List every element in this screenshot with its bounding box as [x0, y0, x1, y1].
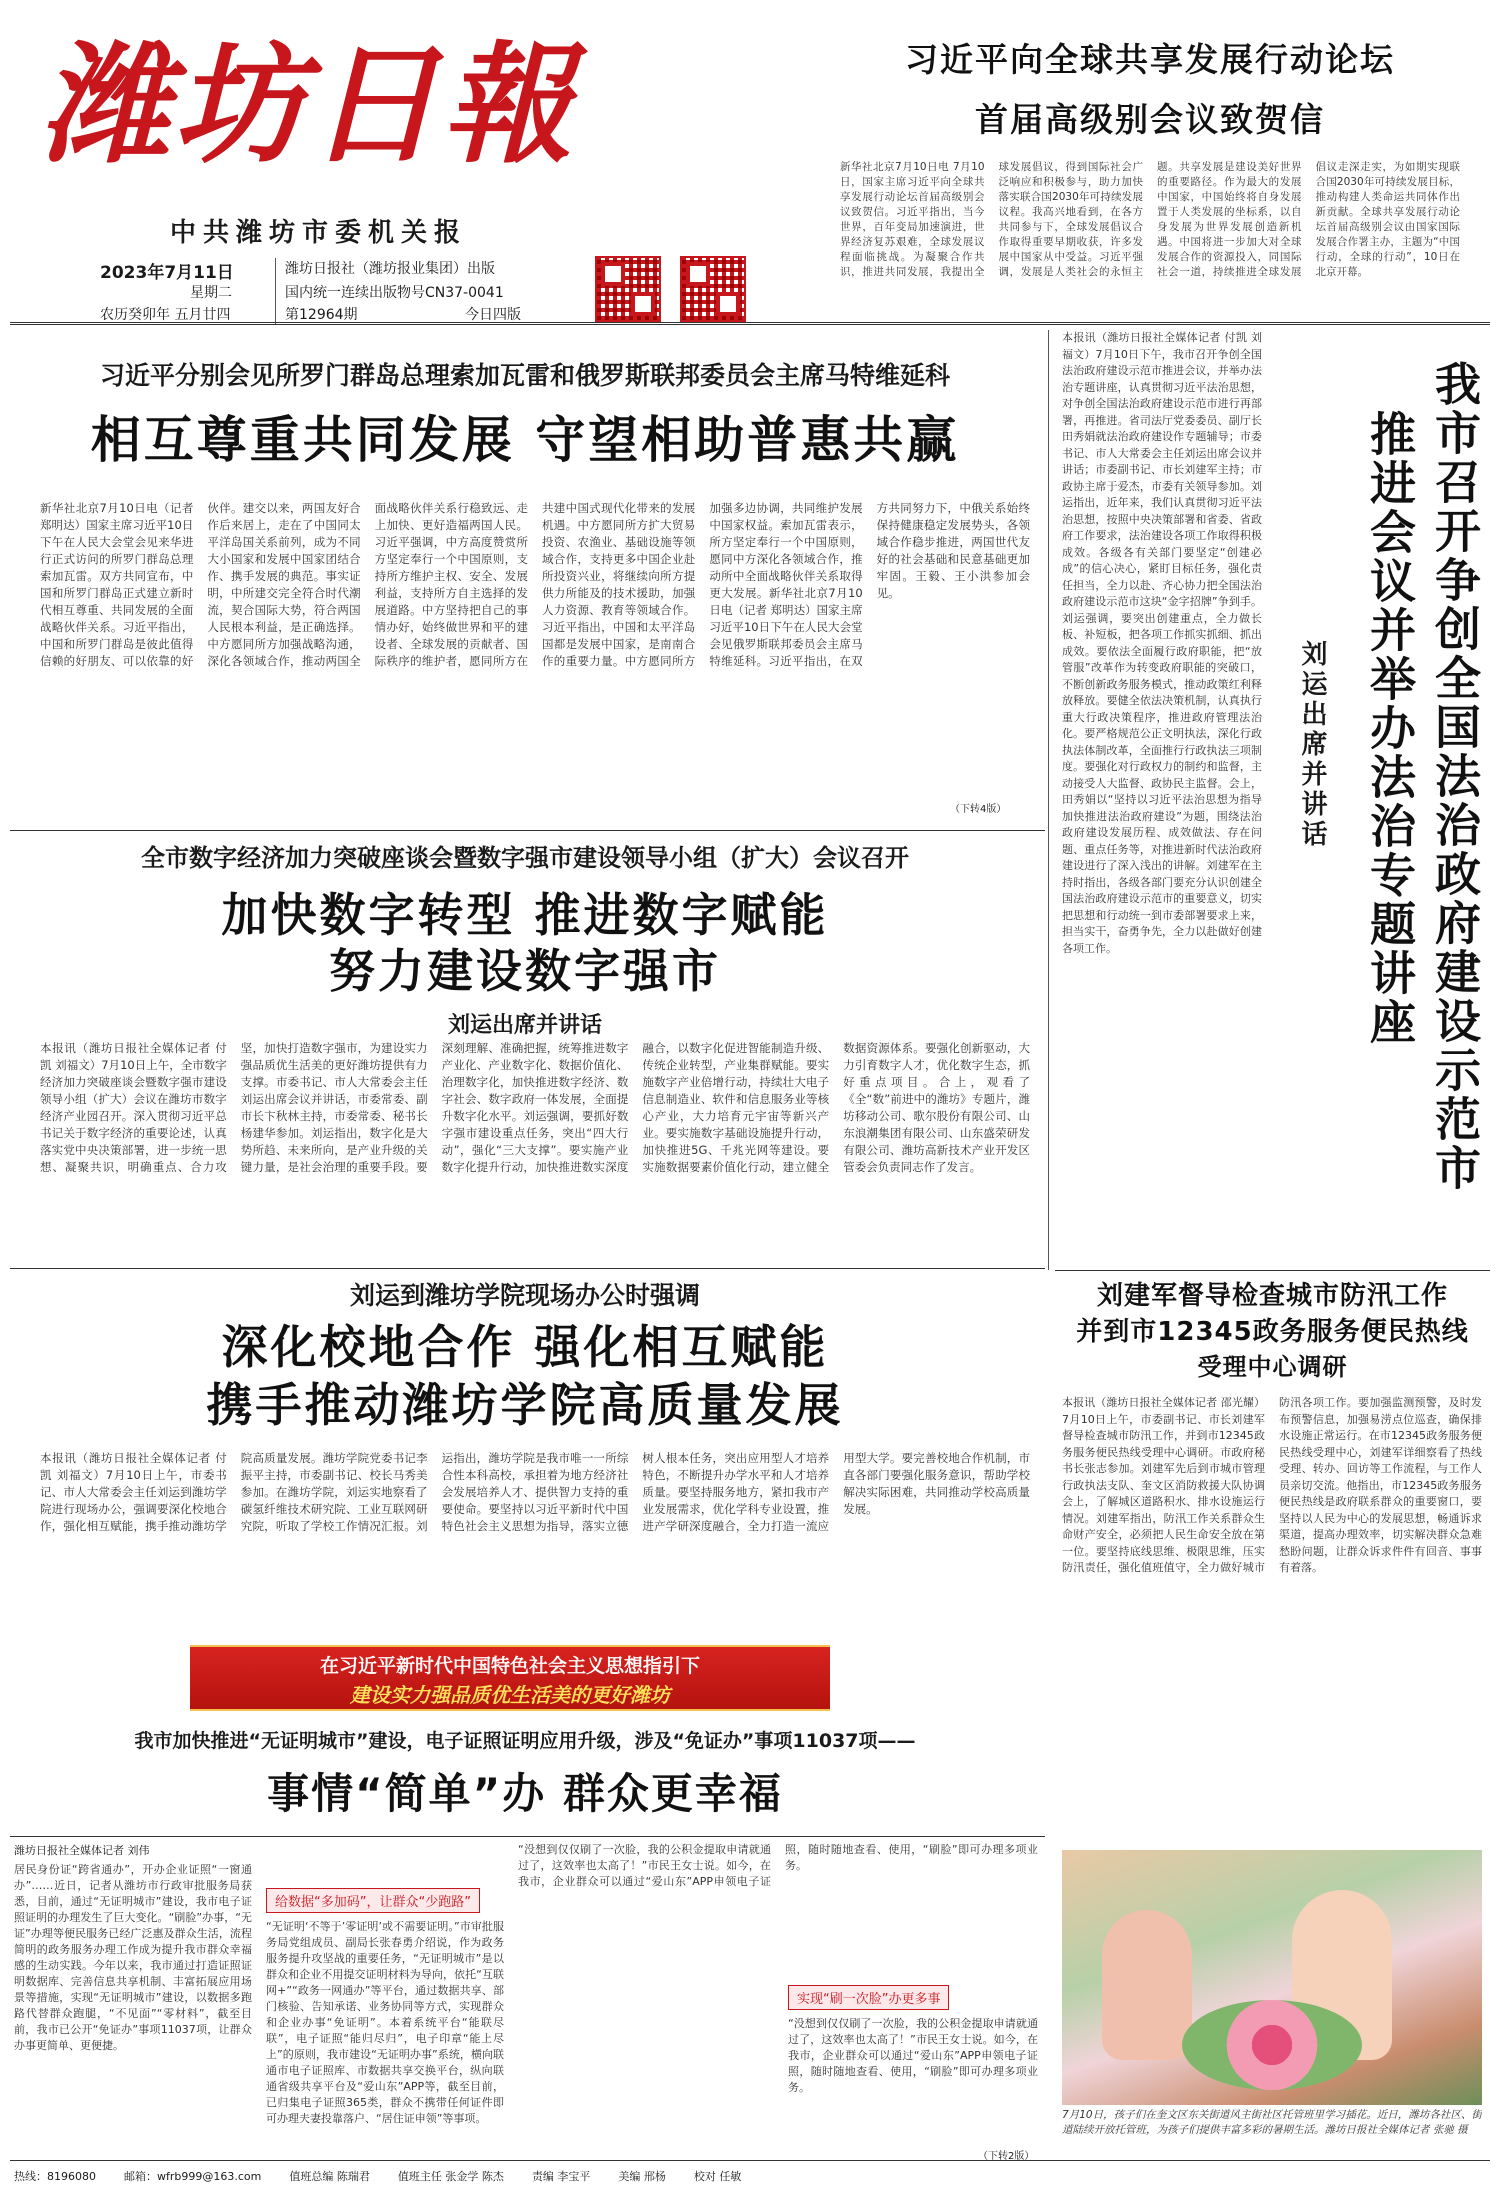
college-kicker: 刘运到潍坊学院现场办公时强调 [349, 1281, 700, 1310]
masthead [40, 20, 820, 323]
permit-subhead-2: 实现“刷一次脸”办更多事 [788, 1985, 949, 2010]
issue-number: 第12964期 [285, 307, 358, 323]
top-story-headline: 习近平向全球共享发展行动论坛 [905, 40, 1395, 79]
footer-proof: 校对 任敏 [693, 2170, 742, 2183]
digital-headline: 加快数字转型 推进数字赋能 [221, 888, 829, 942]
newspaper-title: 潍坊日報 [40, 28, 577, 181]
child-figure [1102, 1910, 1192, 2060]
flood-headline-3: 受理中心调研 [1197, 1353, 1348, 1381]
footer-editor: 责编 李宝平 [531, 2170, 591, 2183]
footer-hotline: 热线：8196080 [14, 2170, 96, 2183]
solomon-headline: 相互尊重共同发展 守望相助普惠共赢 [90, 411, 960, 469]
college-body: 本报讯（潍坊日报社全媒体记者 付凯 刘福文）7月10日上午，市委书记、市人大常委会主任刘运到潍坊学院进行现场办公，强调要深化校地合作，强化相互赋能，携手推动潍坊学院高质量发展。潍坊学院党委书记李振平主持，市委副书记、校长马秀美参加。在潍坊学院，刘运实地察看了碳氢纤维技术研究院、工业互联网研究院，听取了学校工作情况汇报。刘运指出，潍坊学院是我市唯一一所综合性本科高校，承担着为地方经济社会发展培养人才、提供智力支持的重要使命。要坚持以习近平新时代中国特色社会主义思想为指导，落实立德树人根本任务，突出应用型人才培养特色，不断提升办学水平和人才培养质量。要坚持服务地方，紧扣我市产业发展需求，优化学科专业设置，推进产学研深度融合，全力打造一流应用型大学。要完善校地合作机制，市直各部门要强化服务意识，帮助学校解决实际困难，共同推动学校高质量发展。 [40, 1451, 1030, 1533]
qr-code-icon[interactable] [595, 256, 661, 322]
permit-column-3 [518, 1842, 1038, 2162]
permit-body-4: “没想到仅仅刷了一次脸，我的公积金提取申请就通过了，这效率也太高了！”市民王女士说。如今，在我市，企业群众可以通过“爱山东”APP申领电子证照，随时随地查看、使用，“刷脸”即可办理多项业务。 [788, 2017, 1038, 2094]
banner-line-2: 建设实力强品质优生活美的更好潍坊 [350, 1683, 670, 1707]
permit-column-2 [266, 1842, 504, 2162]
solomon-kicker: 习近平分别会见所罗门群岛总理索加瓦雷和俄罗斯联邦委员会主席马特维延科 [99, 361, 950, 390]
top-story-body: 新华社北京7月10日电 7月10日，国家主席习近平向全球共享发展行动论坛首届高级别会议致贺信。习近平指出，当今世界，百年变局加速演进，世界经济复苏艰难，全球发展议程面临挑战。为凝聚合作共识，推进共同发展，我提出全球发展倡议，得到国际社会广泛响应和积极参与，助力加快落实联合国2030年可持续发展议程。我高兴地看到，在各方共同参与下，全球发展倡议合作取得重要早期收获，许多发展中国家从中受益。习近平强调，发展是人类社会的永恒主题。共享发展是建设美好世界的重要路径。作为最大的发展中国家，中国始终将自身发展置于人类发展的坐标系，以自身发展为世界发展创造新机遇。中国将进一步加大对全球发展合作的资源投入，同国际社会一道，持续推进全球发展倡议走深走实，为如期实现联合国2030年可持续发展目标，推动构建人类命运共同体作出新贡献。全球共享发展行动论坛首届高级别会议由国家国际发展合作署主办，主题为“中国行动，全球的行动”，10日在北京开幕。 [840, 161, 1460, 278]
footer-email[interactable]: 邮箱：wfrb999@163.com [124, 2170, 262, 2183]
top-story-headline-2: 首届高级别会议致贺信 [975, 100, 1325, 139]
legal-body: 本报讯（潍坊日报社全媒体记者 付凯 刘福文）7月10日下午，我市召开争创全国法治政府建设示范市推进会议，并举办法治专题讲座，认真贯彻习近平法治思想，对争创全国法治政府建设示范市进行再部署，再推进。省司法厅党委委员、副厅长田秀娟就法治政府建设作专题辅导；市委书记、市人大常委会主任刘运出席会议并讲话；市委副书记、市长刘建军主持；市政协主席于爱杰，市委有关领导参加。刘运指出，近年来，我们认真贯彻习近平法治思想，按照中央决策部署和省委、省政府工作要求，法治建设各项工作取得积极成效。各级各有关部门要坚定“创建必成”的信心决心，紧盯目标任务，强化责任担当，全力以赴、齐心协力把全国法治政府建设示范市这块“金字招牌”争到手。刘运强调，要突出创建重点，全力做长板、补短板，把各项工作抓实抓细、抓出成效。要依法全面履行政府职能，把“放管服”改革作为转变政府职能的突破口，不断创新政务服务模式，推动政策红利释放释放。要健全依法决策机制，认真执行重大行政决策程序，推进政府管理法治化。要严格规范公正文明执法，深化行政执法体制改革，全面推行行政执法三项制度。要强化对行政权力的制约和监督，主动接受人大监督、政协民主监督。会上，田秀娟以“坚持以习近平法治思想为指导加快推进法治政府建设”为题，围绕法治政府建设发展历程、成效做法、存在问题、重点任务等，对推进新时代法治政府建设进行了深入浅出的讲解。刘建军在主持时指出，各级各部门要充分认识创建全国法治政府建设示范市的重要意义，切实把思想和行动统一到市委部署要求上来，担当实干，奋勇争先，全力以赴做好创建各项工作。 [1062, 331, 1262, 955]
permit-kicker: 我市加快推进“无证明城市”建设，电子证照证明应用升级，涉及“免证办”事项11037项—— [134, 1730, 916, 1752]
digital-byline: 刘运出席并讲话 [447, 1013, 602, 1038]
qr-code-icon[interactable] [680, 256, 746, 322]
page-count: 今日四版 [465, 307, 521, 323]
photo-caption: 7月10日，孩子们在奎文区东关街道风主街社区托管班里学习插花。近日，潍坊各社区、街道陆续开放托管班，为孩子们提供丰富多彩的暑期生活。潍坊日报社全媒体记者 张驰 摄 [1062, 2109, 1482, 2136]
banner-line-1: 在习近平新时代中国特色社会主义思想指引下 [319, 1655, 700, 1677]
solomon-body: 新华社北京7月10日电（记者 郑明达）国家主席习近平10日下午在人民大会堂会见来华进行正式访问的所罗门群岛总理索加瓦雷。双方共同宣布，中国和所罗门群岛正式建立新时代相互尊重、共同发展的全面战略伙伴关系。习近平指出，中国和所罗门群岛是彼此值得信赖的好朋友、可以依靠的好伙伴。建交以来，两国友好合作后来居上，走在了中国同太平洋岛国关系前列，成为不同大小国家和发展中国家团结合作、携手发展的典范。事实证明，中所建交完全符合时代潮流，契合国际大势，符合两国人民根本利益，是正确选择。中方愿同所方加强战略沟通，深化各领域合作，推动两国全面战略伙伴关系行稳致远、走上加快、更好造福两国人民。习近平强调，中方高度赞赏所方坚定奉行一个中国原则，支持所方维护主权、安全、发展利益，支持所方自主选择的发展道路。中方坚持把自己的事情办好，始终做世界和平的建设者、全球发展的贡献者、国际秩序的维护者，愿同所方在共建中国式现代化带来的发展机遇。中方愿同所方扩大贸易投资、农渔业、基础设施等领域合作，支持更多中国企业赴所投资兴业，将继续向所方提供力所能及的技术援助，加强人力资源、教育等领域合作。习近平指出，中国和太平洋岛国都是发展中国家，是南南合作的重要力量。中方愿同所方加强多边协调，共同维护发展中国家权益。索加瓦雷表示，所方坚定奉行一个中国原则，愿同中方深化各领域合作，推动所中全面战略伙伴关系取得更大发展。新华社北京7月10日电（记者 郑明达）国家主席习近平10日下午在人民大会堂会见俄罗斯联邦委员会主席马特维延科。习近平指出，在双方共同努力下，中俄关系始终保持健康稳定发展势头，各领域合作稳步推进，两国世代友好的社会基础和民意基础更加牢固。王毅、王小洪参加会见。 [40, 501, 1030, 668]
issue-date: 2023年7月11日 [100, 263, 234, 283]
permit-body: 居民身份证“跨省通办”，开办企业证照“一窗通办”……近日，记者从潍坊市行政审批服务局获悉，目前，通过“无证明城市”建设，我市电子证照证明的办理发生了巨大变化。“刷脸”办事，“无证”办理等便民服务已经广泛惠及群众生活，流程简明的政务服务办理工作成为提升我市群众幸福感的生动实践。今年以来，我市通过打造证照证明数据库、完善信息共享机制、丰富拓展应用场景等措施，实现“无证明城市”建设，以数据多跑路代替群众跑腿，“不见面”“零材料”，截至目前，我市已公开“免证办”事项11037项，让群众办事更简单、更便捷。 [14, 1863, 252, 2052]
flower-bouquet [1182, 2000, 1362, 2090]
permit-subhead-1: 给数据“多加码”，让群众“少跑路” [266, 1888, 480, 1913]
digital-body: 本报讯（潍坊日报社全媒体记者 付凯 刘福文）7月10日上午，全市数字经济加力突破座谈会暨数字强市建设领导小组（扩大）会议在潍坊市数字经济产业园召开。深入贯彻习近平总书记关于数字经济的重要论述，认真落实党中央决策部署，进一步统一思想、凝聚共识，明确重点、合力攻坚，加快打造数字强市，为建设实力强品质优生活美的更好潍坊提供有力支撑。市委书记、市人大常委会主任刘运出席会议并讲话，市委常委、副市长卞秋林主持，市委常委、秘书长杨建华参加。刘运指出，数字化是大势所趋、未来所向，是产业升级的关键力量，是社会治理的重要手段。要深刻理解、准确把握，统筹推进数字产业化、产业数字化、数据价值化、治理数字化，加快推进数字经济、数字社会、数字政府一体发展，全面提升数字化水平。刘运强调，要抓好数字强市建设重点任务，突出“四大行动”，强化“三大支撑”。要实施产业数字化提升行动，加快推进数实深度融合，以数字化促进智能制造升级、传统企业转型，产业集群赋能。要实施数字产业倍增行动，持续壮大电子信息制造业、软件和信息服务业等核心产业，大力培育元宇宙等新兴产业。要实施数字基础设施提升行动，加快推进5G、千兆光网等建设。要实施数据要素价值化行动，建立健全数据资源体系。要强化创新驱动，大力引育数字人才，优化数字生态，抓好重点项目。合上，观看了《全“数”前进中的潍坊》专题片，潍坊移动公司、歌尔股份有限公司、山东浪潮集团有限公司、山东盛荣研发有限公司、潍坊高新技术产业开发区管委会负责同志作了发言。 [40, 1041, 1030, 1174]
children-flower-photo [1062, 1850, 1482, 2105]
permit-body-2: “无证明‘不等于’零证明’或不需要证明。”市审批服务局党组成员、副局长张春勇介绍说，作为政务服务提升攻坚战的重要任务，“无证明城市”是以群众和企业不用提交证明材料为导向，依托“互联网+”“政务一网通办”等平台，通过数据共享、部门核验、告知承诺、业务协同等方式，实现群众和企业办事“免证明”。本着系统平台“能联尽联”，电子证照“能归尽归”，电子印章“能上尽上”的原则，我市建设“无证明办事”系统，横向联通市电子证照库、市数据共享交换平台，纵向联通省级共享平台及“爱山东”APP等，截至目前，已归集电子证照365类，群众不携带任何证件即可办理夫妻投靠落户、“居住证申领”等事项。 [266, 1920, 504, 2125]
publisher: 潍坊日报社（潍坊报业集团）出版 [285, 261, 495, 277]
flood-body: 本报讯（潍坊日报社全媒体记者 邵光耀）7月10日上午，市委副书记、市长刘建军督导检查城市防汛工作，并到市12345政务服务便民热线受理中心调研。市政府秘书长张志参加。刘建军先后到市城市管理行政执法支队、奎文区消防救援大队协调会上，了解城区道路积水、排水设施运行情况。刘建军指出，防汛工作关系群众生命财产安全，必须把人民生命安全放在第一位。要坚持底线思维、极限思维，压实防汛责任，强化值班值守，全力做好城市防汛各项工作。要加强监测预警，及时发布预警信息，加强易涝点位巡查，确保排水设施正常运行。在市12345政务服务便民热线受理中心，刘建军详细察看了热线受理、转办、回访等工作流程，与工作人员亲切交流。他指出，市12345政务服务便民热线是政府联系群众的重要窗口，要坚持以人民为中心的发展思想，畅通诉求渠道，提高办理效率，切实解决群众急难愁盼问题，让群众诉求件件有回音、事事有着落。 [1062, 1396, 1482, 1574]
college-headline: 深化校地合作 强化相互赋能 [221, 1320, 829, 1374]
college-headline-2: 携手推动潍坊学院高质量发展 [206, 1378, 844, 1432]
permit-body-3: “没想到仅仅刷了一次脸，我的公积金提取申请就通过了，这效率也太高了！”市民王女士说。如今，在我市，企业群众可以通过“爱山东”APP申领电子证照，随时随地查看、使用，“刷脸”即可办理多项业务。 [518, 1843, 1038, 1888]
digital-headline-2: 努力建设数字强市 [329, 944, 721, 998]
legal-headline: 我市召开争创全国法治政府建设示范市 [1428, 360, 1482, 1193]
footer [14, 2166, 1484, 2186]
footer-director: 值班主任 张金学 陈杰 [397, 2170, 504, 2183]
cn-number: 国内统一连续出版物号CN37-0041 [285, 285, 504, 301]
permit-continued: （下转2版） [978, 2151, 1035, 2162]
newspaper-subtitle: 中共潍坊市委机关报 [170, 218, 468, 248]
solomon-continued: （下转4版） [950, 804, 1007, 815]
digital-kicker: 全市数字经济加力突破座谈会暨数字强市建设领导小组（扩大）会议召开 [141, 844, 909, 872]
legal-headline-2: 推进会议并举办法治专题讲座 [1363, 410, 1417, 1047]
permit-headline: 事情“简单”办 群众更幸福 [267, 1769, 783, 1818]
footer-designer: 美编 邢杨 [618, 2170, 666, 2183]
flood-headline: 刘建军督导检查城市防汛工作 [1096, 1281, 1448, 1311]
permit-byline: 潍坊日报社全媒体记者 刘伟 [14, 1844, 150, 1857]
issue-weekday: 星期二 [190, 285, 232, 301]
flood-headline-2: 并到市12345政务服务便民热线 [1076, 1317, 1469, 1347]
slogan-banner [190, 1645, 830, 1711]
legal-byline: 刘运出席并讲话 [1297, 640, 1327, 850]
footer-chief-editor: 值班总编 陈瑞君 [289, 2170, 370, 2183]
lunar-date: 农历癸卯年 五月廿四 [100, 307, 231, 323]
